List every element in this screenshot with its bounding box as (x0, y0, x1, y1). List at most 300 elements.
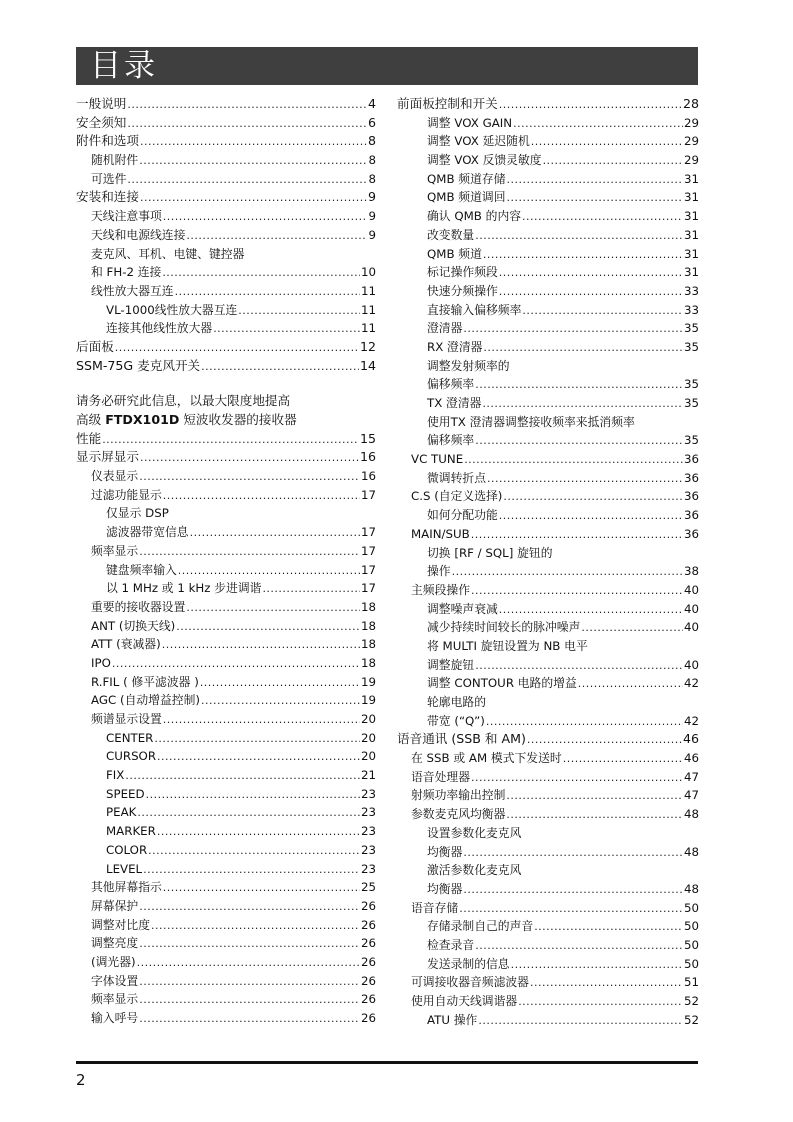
dot-leader (483, 246, 683, 265)
dot-leader (139, 991, 360, 1010)
toc-entry[interactable] (397, 712, 699, 731)
dot-leader (471, 526, 683, 545)
toc-entry-page: 17 (360, 487, 376, 502)
toc-entry-label: PEAK (106, 805, 137, 820)
toc-entry[interactable] (397, 375, 699, 394)
toc-entry-page: 11 (360, 283, 376, 298)
toc-entry-page: 18 (360, 655, 376, 670)
toc-entry-page: 40 (683, 657, 699, 672)
toc-entry-label: 带宽 (“Q”) (427, 713, 485, 728)
dot-leader (162, 636, 360, 655)
toc-entry-page: 40 (683, 601, 699, 616)
toc-entry-label: 安装和连接 (76, 189, 139, 205)
toc-entry-label: 前面板控制和开关 (397, 96, 498, 111)
toc-entry[interactable] (397, 151, 699, 170)
dot-leader (506, 806, 683, 825)
dot-leader (186, 599, 360, 618)
toc-entry[interactable] (397, 600, 699, 619)
toc-entry[interactable] (76, 785, 376, 804)
toc-entry-page: 10 (360, 265, 376, 280)
toc-entry[interactable] (76, 132, 376, 151)
toc-entry-page: 18 (360, 599, 376, 614)
dot-leader (499, 601, 683, 620)
toc-entry[interactable] (76, 263, 376, 282)
toc-entry[interactable] (76, 95, 376, 114)
toc-entry[interactable] (397, 114, 699, 133)
dot-leader (513, 115, 683, 134)
toc-entry-label: 调整对比度 (91, 917, 150, 932)
toc-entry-page: 23 (360, 786, 376, 801)
toc-entry-page: 52 (683, 994, 699, 1008)
toc-entry-label: 可调接收器音频滤波器 (411, 975, 529, 990)
toc-entry-page: 33 (683, 283, 699, 298)
toc-entry-label: 使用自动天线调谐器 (411, 994, 518, 1008)
toc-entry[interactable] (76, 934, 376, 953)
toc-entry[interactable] (76, 710, 376, 729)
dot-leader (139, 973, 360, 992)
toc-entry[interactable] (76, 635, 376, 654)
toc-entry-page: 46 (683, 751, 699, 766)
toc-entry[interactable] (397, 413, 699, 432)
toc-entry-label: 频率显示 (91, 992, 139, 1007)
toc-entry-page: 26 (360, 1011, 376, 1025)
toc-entry-label: 主频段操作 (411, 582, 470, 597)
dot-leader (139, 543, 360, 562)
toc-entry-page: 12 (359, 338, 376, 354)
toc-entry-page: 25 (360, 880, 376, 895)
toc-entry[interactable] (76, 897, 376, 916)
toc-entry-label: 均衡器 (427, 881, 463, 896)
toc-entry-label: 语音处理器 (411, 769, 470, 784)
toc-entry[interactable] (76, 579, 376, 598)
dot-leader (163, 879, 360, 898)
toc-entry-page: 31 (683, 227, 699, 242)
dot-leader (146, 786, 360, 805)
toc-entry-page: 9 (367, 189, 376, 205)
toc-entry-label: ATT (衰减器) (91, 637, 161, 652)
toc-entry-label: RX 澄清器 (427, 339, 483, 354)
dot-leader (486, 713, 683, 732)
toc-entry-page: 8 (368, 171, 376, 186)
toc-entry[interactable] (76, 617, 376, 636)
toc-entry[interactable] (397, 843, 699, 862)
dot-leader (475, 227, 683, 246)
toc-entry-page: 17 (360, 543, 376, 558)
toc-entry-page: 31 (683, 190, 699, 205)
toc-entry-label: MAIN/SUB (411, 526, 470, 541)
toc-entry[interactable] (397, 301, 699, 320)
toc-entry-label: 澄清器 (427, 321, 463, 336)
dot-leader (506, 787, 683, 806)
toc-entry-label: 和 FH-2 连接 (91, 265, 162, 280)
toc-entry-label: COLOR (106, 842, 148, 857)
toc-entry-label: 发送录制的信息 (427, 956, 510, 971)
toc-entry-page: 31 (683, 209, 699, 224)
toc-entry-label: 频谱显示设置 (91, 712, 162, 726)
dot-leader (530, 974, 683, 993)
toc-entry-label: 语音通讯 (SSB 和 AM) (397, 731, 526, 747)
toc-entry[interactable] (76, 916, 376, 935)
toc-entry-page: 38 (683, 564, 699, 579)
page-number: 2 (76, 1071, 86, 1089)
toc-entry[interactable] (397, 431, 699, 450)
toc-entry[interactable] (76, 561, 376, 580)
toc-entry[interactable] (76, 151, 376, 170)
toc-entry-page: 33 (683, 302, 699, 317)
toc-entry-label: 存储录制自己的声音 (427, 919, 534, 934)
dot-leader (238, 302, 360, 321)
toc-entry[interactable] (397, 245, 699, 264)
toc-entry-page: 26 (360, 917, 376, 932)
toc-entry[interactable] (76, 301, 376, 320)
toc-entry[interactable] (76, 245, 376, 264)
toc-entry-page: 21 (360, 768, 376, 783)
toc-entry-page: 9 (368, 209, 376, 224)
toc-entry[interactable] (76, 504, 376, 523)
dot-leader (507, 189, 683, 208)
toc-entry-label: 调整 CONTOUR 电路的增益 (427, 676, 577, 691)
toc-entry[interactable] (397, 487, 699, 506)
toc-entry-page: 36 (683, 508, 699, 523)
dot-leader (140, 449, 359, 468)
toc-entry[interactable] (397, 955, 699, 974)
toc-entry-label: IPO (91, 655, 111, 670)
toc-entry-label: MARKER (106, 824, 156, 839)
toc-entry-page: 11 (360, 302, 376, 317)
toc-entry[interactable] (397, 525, 699, 544)
dot-leader (201, 692, 360, 711)
dot-leader (522, 208, 683, 227)
toc-entry-label: C.S (自定义选择) (411, 489, 503, 504)
toc-entry[interactable] (76, 860, 376, 879)
dot-leader (137, 804, 360, 823)
toc-entry-label: 麦克风、耳机、电键、键控器 (91, 246, 245, 261)
toc-entry-label: 重要的接收器设置 (91, 599, 186, 614)
dot-leader (139, 468, 360, 487)
toc-entry-page: 50 (683, 919, 699, 934)
dot-leader (162, 264, 360, 283)
toc-entry[interactable] (397, 880, 699, 899)
dot-leader (459, 900, 683, 919)
toc-entry[interactable] (76, 170, 376, 189)
dot-leader (186, 227, 367, 246)
toc-entry-label: 调整噪声衰减 (427, 601, 498, 616)
toc-entry[interactable] (397, 992, 699, 1011)
toc-entry[interactable] (76, 392, 376, 411)
toc-entry-label: 参数麦克风均衡器 (411, 807, 506, 822)
toc-entry-label: 天线注意事项 (91, 209, 162, 224)
toc-entry-label: 如何分配功能 (427, 508, 498, 523)
dot-leader (475, 376, 683, 395)
toc-entry[interactable] (397, 749, 699, 768)
toc-entry-page: 23 (360, 805, 376, 820)
toc-entry[interactable] (397, 805, 699, 824)
toc-entry[interactable] (397, 319, 699, 338)
toc-entry-page: 19 (360, 674, 376, 689)
toc-entry-page: 28 (682, 96, 699, 111)
dot-leader (452, 563, 683, 582)
dot-leader (483, 339, 683, 358)
dot-leader (200, 674, 360, 693)
toc-entry[interactable] (76, 207, 376, 226)
toc-entry-page: 16 (360, 469, 376, 484)
toc-entry-label: 偏移频率 (427, 433, 475, 448)
toc-entry[interactable] (76, 878, 376, 897)
toc-entry[interactable] (397, 207, 699, 226)
toc-entry-page: 9 (368, 227, 376, 242)
dot-leader (125, 767, 360, 786)
toc-entry-label: 标记操作频段 (427, 265, 498, 280)
dot-leader (543, 152, 683, 171)
toc-entry[interactable] (76, 114, 376, 133)
toc-entry-label: 调整 VOX 反馈灵敏度 (427, 153, 542, 168)
toc-entry[interactable] (76, 990, 376, 1009)
dot-leader (163, 711, 360, 730)
toc-entry[interactable] (76, 467, 376, 486)
toc-entry-label: 连接其他线性放大器 (106, 321, 213, 336)
toc-entry[interactable] (76, 972, 376, 991)
toc-entry-label: 射频功率输出控制 (411, 788, 506, 803)
toc-entry-label: 检查录音 (427, 937, 475, 952)
toc-entry-label: 键盘频率输入 (106, 562, 177, 577)
dot-leader (475, 432, 683, 451)
toc-entry[interactable] (397, 469, 699, 488)
toc-entry[interactable] (397, 394, 699, 413)
page-title: 目录 (90, 48, 158, 84)
toc-entry-label: 以 1 MHz 或 1 kHz 步进调谐 (106, 581, 262, 596)
toc-entry[interactable] (397, 899, 699, 918)
dot-leader (478, 1012, 683, 1031)
toc-entry-page: 36 (683, 452, 699, 467)
toc-entry-page: 31 (683, 171, 699, 186)
footer-rule (76, 1061, 698, 1064)
toc-entry-label: 频率显示 (91, 543, 139, 558)
toc-entry-page: 36 (683, 526, 699, 541)
dot-leader (140, 133, 367, 152)
toc-entry-page: 40 (683, 582, 699, 597)
toc-entry-label: 使用TX 澄清器调整接收频率来抵消频率 (427, 414, 635, 429)
toc-entry[interactable] (397, 693, 699, 712)
dot-leader (487, 470, 683, 489)
toc-entry-page: 42 (683, 676, 699, 691)
toc-entry-page: 23 (360, 842, 376, 857)
toc-entry[interactable] (397, 768, 699, 787)
toc-entry-label: CURSOR (106, 749, 157, 764)
toc-entry-page: 35 (683, 377, 699, 392)
dot-leader (140, 189, 367, 208)
toc-entry[interactable] (76, 729, 376, 748)
toc-entry[interactable] (76, 542, 376, 561)
toc-entry[interactable] (397, 1011, 699, 1030)
toc-entry[interactable] (397, 581, 699, 600)
toc-entry-label: 设置参数化麦克风 (427, 825, 522, 840)
toc-entry[interactable] (397, 95, 699, 114)
toc-entry[interactable] (76, 654, 376, 673)
toc-entry[interactable] (76, 747, 376, 766)
toc-entry-label: 调整 VOX GAIN (427, 115, 513, 130)
toc-entry-page: 20 (360, 749, 376, 764)
toc-entry[interactable] (397, 936, 699, 955)
toc-entry-label: 附件和选项 (76, 133, 139, 149)
toc-entry-label: 字体设置 (91, 973, 139, 988)
toc-entry-page: 26 (360, 936, 376, 951)
toc-entry-label: 操作 (427, 564, 451, 579)
toc-entry[interactable] (76, 523, 376, 542)
toc-entry-label: 激活参数化麦克风 (427, 863, 522, 878)
toc-entry-label: VC TUNE (411, 452, 464, 467)
toc-entry-page: 23 (360, 824, 376, 839)
toc-entry-page: 40 (683, 620, 699, 635)
dot-leader (148, 842, 360, 861)
toc-entry[interactable] (397, 282, 699, 301)
toc-entry-page: 48 (683, 844, 699, 859)
toc-entry[interactable] (397, 656, 699, 675)
toc-left-column (76, 95, 376, 1028)
toc-entry-label: FIX (106, 768, 125, 783)
dot-leader (471, 582, 683, 601)
toc-entry-page: 11 (360, 321, 376, 336)
header-bar (76, 47, 698, 85)
toc-entry-label: 调整 VOX 延迟随机 (427, 134, 530, 149)
toc-entry-page: 31 (683, 265, 699, 280)
toc-entry-label: (调光器) (91, 954, 136, 969)
toc-entry[interactable] (397, 824, 699, 843)
dot-leader (534, 918, 683, 937)
toc-entry-page: 6 (367, 114, 376, 130)
dot-leader (143, 861, 360, 880)
toc-entry[interactable] (76, 430, 376, 449)
toc-entry[interactable] (76, 282, 376, 301)
dot-leader (464, 451, 683, 470)
dot-leader (154, 730, 360, 749)
toc-entry-page: 35 (683, 321, 699, 336)
toc-entry-page: 16 (359, 449, 376, 465)
dot-leader (518, 993, 683, 1012)
toc-entry[interactable] (397, 973, 699, 992)
dot-leader (175, 283, 360, 302)
toc-entry[interactable] (397, 637, 699, 656)
toc-entry-label: 减少持续时间较长的脉冲噪声 (427, 620, 581, 635)
toc-entry-page: 50 (683, 937, 699, 952)
toc-entry-label: 线性放大器互连 (91, 283, 174, 298)
toc-entry[interactable] (397, 861, 699, 880)
toc-entry[interactable] (76, 226, 376, 245)
toc-entry[interactable] (397, 562, 699, 581)
toc-entry-page: 26 (360, 954, 376, 969)
toc-entry-page: 17 (360, 562, 376, 577)
toc-entry-page: 52 (683, 1012, 699, 1027)
toc-entry-page: 31 (683, 246, 699, 261)
toc-entry[interactable] (76, 357, 376, 376)
dot-leader (112, 655, 360, 674)
toc-entry[interactable] (76, 1009, 376, 1028)
toc-entry-page: 29 (683, 115, 699, 130)
toc-entry-label: 偏移频率 (427, 377, 475, 392)
toc-entry[interactable] (76, 766, 376, 785)
toc-entry[interactable] (397, 226, 699, 245)
dot-leader (463, 320, 683, 339)
toc-entry[interactable] (76, 411, 376, 430)
toc-entry[interactable] (76, 338, 376, 357)
toc-entry[interactable] (76, 691, 376, 710)
toc-entry-page: 36 (683, 470, 699, 485)
toc-entry-label: CENTER (106, 730, 154, 745)
toc-entry-page: 35 (683, 396, 699, 410)
toc-entry[interactable] (397, 450, 699, 469)
dot-leader (163, 487, 360, 506)
toc-entry-label: 将 MULTI 旋钮设置为 NB 电平 (427, 638, 588, 653)
toc-entry[interactable] (397, 170, 699, 189)
toc-entry[interactable] (397, 357, 699, 376)
toc-entry[interactable] (76, 803, 376, 822)
toc-entry-page: 50 (683, 900, 699, 915)
dot-leader (178, 562, 360, 581)
toc-entry-label: 仪表显示 (91, 469, 139, 484)
toc-entry-label: 语音存储 (411, 900, 459, 915)
toc-entry-label: 轮廓电路的 (427, 695, 486, 709)
dot-leader (139, 152, 367, 171)
toc-entry-label: 高级 FTDX101D 短波收发器的接收器 (76, 412, 297, 427)
toc-entry-page: 47 (683, 769, 699, 784)
dot-leader (463, 881, 683, 900)
dot-leader (176, 618, 360, 637)
toc-entry[interactable] (397, 618, 699, 637)
toc-entry-label: SPEED (106, 786, 145, 801)
toc-entry[interactable] (397, 132, 699, 151)
dot-leader (499, 264, 683, 283)
toc-entry-label: 改变数量 (427, 227, 475, 242)
toc-entry-page: 42 (683, 713, 699, 728)
toc-entry-page: 46 (682, 731, 699, 747)
toc-entry[interactable] (76, 673, 376, 692)
toc-entry[interactable] (397, 730, 699, 749)
toc-entry[interactable] (76, 319, 376, 338)
toc-entry[interactable] (397, 917, 699, 936)
toc-entry-label: LEVEL (106, 861, 143, 876)
toc-entry[interactable] (397, 338, 699, 357)
toc-entry-label: 切换 [RF / SQL] 旋钮的 (427, 545, 553, 560)
dot-leader (471, 769, 683, 788)
toc-entry[interactable] (397, 506, 699, 525)
toc-entry-label: VL-1000线性放大器互连 (106, 302, 238, 317)
toc-entry[interactable] (76, 841, 376, 860)
toc-entry-label: 确认 QMB 的内容 (427, 209, 522, 224)
toc-entry[interactable] (397, 674, 699, 693)
toc-entry[interactable] (76, 598, 376, 617)
toc-entry[interactable] (76, 448, 376, 467)
toc-entry-page: 8 (368, 153, 376, 168)
toc-entry-label: AGC (自动增益控制) (91, 693, 200, 708)
toc-entry[interactable] (76, 486, 376, 505)
toc-entry[interactable] (397, 544, 699, 563)
toc-entry-page: 50 (683, 956, 699, 971)
toc-entry-label: 调整旋钮 (427, 657, 475, 672)
toc-entry[interactable] (397, 263, 699, 282)
toc-entry[interactable] (76, 953, 376, 972)
toc-entry[interactable] (76, 822, 376, 841)
dot-leader (151, 917, 360, 936)
toc-entry-page: 18 (360, 637, 376, 652)
toc-entry[interactable] (76, 188, 376, 207)
toc-entry-page: 35 (683, 339, 699, 354)
toc-entry[interactable] (397, 188, 699, 207)
toc-entry-label: 安全须知 (76, 114, 127, 130)
toc-entry-label: 过滤功能显示 (91, 487, 162, 502)
toc-entry[interactable] (397, 786, 699, 805)
toc-entry-label: 性能 (76, 430, 102, 446)
dot-leader (163, 208, 368, 227)
toc-entry-page: 36 (683, 489, 699, 504)
